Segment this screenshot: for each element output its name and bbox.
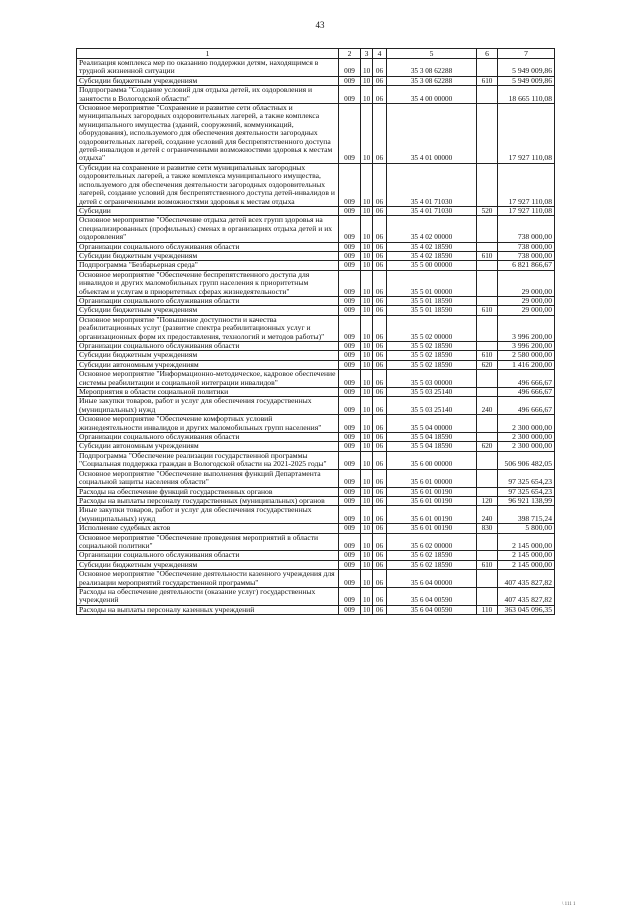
row-expense-type-cell [477, 216, 498, 242]
row-name-cell: Расходы на выплаты персоналу государственных (муниципальных) органов [77, 496, 339, 505]
row-name-cell: Основное мероприятие "Информационно-методическое, кадровое обеспечение системы реабилитации и социальной интеграции инвалидов" [77, 370, 339, 388]
row-name-cell: Иные закупки товаров, работ и услуг для обеспечения государственных (муниципальных) нужд [77, 397, 339, 415]
table-row [77, 216, 555, 242]
row-expense-type-cell [477, 86, 498, 104]
row-expense-type-cell [477, 487, 498, 496]
row-target-article-cell: 35 5 01 00000 [387, 270, 477, 296]
row-amount-cell: 97 325 654,23 [498, 487, 555, 496]
row-target-article-cell: 35 6 02 18590 [387, 551, 477, 560]
row-name-cell: Субсидии на сохранение и развитие сети муниципальных загородных оздоровительных лагерей, а также комплекса муниципального имущества, используемого для обеспечения деятельности загородных оздоровительных лагерей, создание условий для беспрепятственного доступа детей-инвалидов и детей с ограниченными возможностями здоровья к местам отдыха [77, 163, 339, 206]
row-amount-cell: 18 665 110,08 [498, 86, 555, 104]
page-number: 43 [315, 20, 325, 30]
row-subsection-cell: 06 [373, 533, 387, 551]
row-amount-cell: 2 300 000,00 [498, 442, 555, 451]
row-amount-cell: 738 000,00 [498, 251, 555, 260]
row-name-cell: Расходы на обеспечение деятельности (оказание услуг) государственных учреждений [77, 587, 339, 605]
row-expense-type-cell [477, 163, 498, 206]
table-row [77, 306, 555, 315]
row-amount-cell: 2 145 000,00 [498, 551, 555, 560]
row-amount-cell: 1 416 200,00 [498, 360, 555, 369]
row-target-article-cell: 35 6 01 00190 [387, 487, 477, 496]
budget-table [76, 48, 555, 615]
row-subsection-cell: 06 [373, 315, 387, 341]
row-grbs-cell: 009 [339, 469, 361, 487]
row-amount-cell: 738 000,00 [498, 216, 555, 242]
table-row [77, 524, 555, 533]
row-target-article-cell: 35 5 03 25140 [387, 388, 477, 397]
table-header-row [77, 49, 555, 59]
row-name-cell: Субсидии бюджетным учреждениям [77, 251, 339, 260]
row-subsection-cell: 06 [373, 306, 387, 315]
row-grbs-cell: 009 [339, 524, 361, 533]
table-row [77, 533, 555, 551]
row-amount-cell: 6 821 866,67 [498, 261, 555, 270]
row-subsection-cell: 06 [373, 76, 387, 85]
row-grbs-cell: 009 [339, 104, 361, 164]
row-target-article-cell: 35 6 00 00000 [387, 451, 477, 469]
row-target-article-cell: 35 3 08 62288 [387, 76, 477, 85]
row-subsection-cell: 06 [373, 242, 387, 251]
row-expense-type-cell [477, 370, 498, 388]
row-expense-type-cell [477, 587, 498, 605]
row-amount-cell: 2 300 000,00 [498, 433, 555, 442]
row-section-cell: 10 [361, 451, 373, 469]
row-target-article-cell: 35 6 01 00190 [387, 524, 477, 533]
row-name-cell: Субсидии бюджетным учреждениям [77, 306, 339, 315]
row-target-article-cell: 35 6 04 00590 [387, 587, 477, 605]
row-name-cell: Субсидии бюджетным учреждениям [77, 560, 339, 569]
row-target-article-cell: 35 5 04 00000 [387, 415, 477, 433]
row-subsection-cell: 06 [373, 570, 387, 588]
row-amount-cell: 97 325 654,23 [498, 469, 555, 487]
row-grbs-cell: 009 [339, 370, 361, 388]
row-name-cell: Организации социального обслуживания области [77, 551, 339, 560]
row-name-cell: Реализация комплекса мер по оказанию поддержки детям, находящимся в трудной жизненной ситуации [77, 59, 339, 77]
header-col-4: 4 [373, 49, 387, 59]
table-row [77, 59, 555, 77]
row-subsection-cell: 06 [373, 296, 387, 305]
header-col-7: 7 [498, 49, 555, 59]
row-grbs-cell: 009 [339, 433, 361, 442]
table-row [77, 370, 555, 388]
row-amount-cell: 3 996 200,00 [498, 342, 555, 351]
header-col-1: 1 [77, 49, 339, 59]
row-target-article-cell: 35 6 04 00000 [387, 570, 477, 588]
table-row [77, 163, 555, 206]
row-grbs-cell: 009 [339, 261, 361, 270]
table-row [77, 551, 555, 560]
row-section-cell: 10 [361, 342, 373, 351]
table-row [77, 415, 555, 433]
row-section-cell: 10 [361, 442, 373, 451]
row-subsection-cell: 06 [373, 370, 387, 388]
row-target-article-cell: 35 4 01 71030 [387, 206, 477, 215]
row-target-article-cell: 35 5 00 00000 [387, 261, 477, 270]
row-name-cell: Расходы на выплаты персоналу казенных учреждений [77, 605, 339, 614]
row-section-cell: 10 [361, 206, 373, 215]
row-expense-type-cell [477, 315, 498, 341]
row-target-article-cell: 35 6 04 00590 [387, 605, 477, 614]
row-grbs-cell: 009 [339, 506, 361, 524]
row-name-cell: Исполнение судебных актов [77, 524, 339, 533]
row-target-article-cell: 35 5 02 18590 [387, 360, 477, 369]
row-subsection-cell: 06 [373, 524, 387, 533]
row-amount-cell: 398 715,24 [498, 506, 555, 524]
row-target-article-cell: 35 5 02 18590 [387, 351, 477, 360]
header-col-2: 2 [339, 49, 361, 59]
row-target-article-cell: 35 4 02 00000 [387, 216, 477, 242]
row-expense-type-cell: 610 [477, 251, 498, 260]
row-subsection-cell: 06 [373, 487, 387, 496]
table-row [77, 487, 555, 496]
row-amount-cell: 5 949 009,86 [498, 59, 555, 77]
row-grbs-cell: 009 [339, 163, 361, 206]
row-target-article-cell: 35 4 02 18590 [387, 242, 477, 251]
header-col-6: 6 [477, 49, 498, 59]
row-subsection-cell: 06 [373, 506, 387, 524]
row-subsection-cell: 06 [373, 587, 387, 605]
row-target-article-cell: 35 5 01 18590 [387, 306, 477, 315]
row-subsection-cell: 06 [373, 251, 387, 260]
row-expense-type-cell: 610 [477, 306, 498, 315]
row-name-cell: Основное мероприятие "Обеспечение выполнения функций Департамента социальной защиты населения области" [77, 469, 339, 487]
row-grbs-cell: 009 [339, 86, 361, 104]
row-section-cell: 10 [361, 104, 373, 164]
row-subsection-cell: 06 [373, 342, 387, 351]
row-amount-cell: 29 000,00 [498, 306, 555, 315]
row-name-cell: Иные закупки товаров, работ и услуг для обеспечения государственных (муниципальных) нужд [77, 506, 339, 524]
table-row [77, 469, 555, 487]
row-target-article-cell: 35 6 02 00000 [387, 533, 477, 551]
row-amount-cell: 2 145 000,00 [498, 560, 555, 569]
row-grbs-cell: 009 [339, 251, 361, 260]
row-subsection-cell: 06 [373, 261, 387, 270]
row-expense-type-cell [477, 533, 498, 551]
row-amount-cell: 3 996 200,00 [498, 315, 555, 341]
row-section-cell: 10 [361, 296, 373, 305]
row-grbs-cell: 009 [339, 206, 361, 215]
header-col-3: 3 [361, 49, 373, 59]
table-row [77, 442, 555, 451]
row-subsection-cell: 06 [373, 451, 387, 469]
row-amount-cell: 496 666,67 [498, 388, 555, 397]
row-amount-cell: 17 927 110,08 [498, 104, 555, 164]
row-target-article-cell: 35 6 01 00190 [387, 506, 477, 524]
row-target-article-cell: 35 4 00 00000 [387, 86, 477, 104]
row-amount-cell: 2 300 000,00 [498, 415, 555, 433]
row-section-cell: 10 [361, 86, 373, 104]
row-amount-cell: 29 000,00 [498, 270, 555, 296]
row-grbs-cell: 009 [339, 76, 361, 85]
row-grbs-cell: 009 [339, 551, 361, 560]
row-amount-cell: 496 666,67 [498, 370, 555, 388]
row-expense-type-cell [477, 415, 498, 433]
row-section-cell: 10 [361, 59, 373, 77]
row-amount-cell: 29 000,00 [498, 296, 555, 305]
row-section-cell: 10 [361, 415, 373, 433]
row-amount-cell: 506 906 482,05 [498, 451, 555, 469]
row-name-cell: Организации социального обслуживания области [77, 433, 339, 442]
table-body [77, 59, 555, 615]
row-target-article-cell: 35 4 01 71030 [387, 163, 477, 206]
row-grbs-cell: 009 [339, 442, 361, 451]
row-amount-cell: 738 000,00 [498, 242, 555, 251]
row-name-cell: Субсидии автономным учреждениям [77, 442, 339, 451]
row-target-article-cell: 35 5 04 18590 [387, 442, 477, 451]
row-subsection-cell: 06 [373, 216, 387, 242]
row-name-cell: Основное мероприятие "Обеспечение беспрепятственного доступа для инвалидов и других маломобильных групп населения к приоритетным объектам и услугам в приоритетных сферах жизнедеятельности" [77, 270, 339, 296]
row-name-cell: Основное мероприятие "Обеспечение проведения мероприятий в области социальной политики" [77, 533, 339, 551]
row-subsection-cell: 06 [373, 163, 387, 206]
row-subsection-cell: 06 [373, 86, 387, 104]
row-section-cell: 10 [361, 551, 373, 560]
row-expense-type-cell [477, 59, 498, 77]
table-row [77, 605, 555, 614]
row-name-cell: Субсидии [77, 206, 339, 215]
row-name-cell: Субсидии бюджетным учреждениям [77, 351, 339, 360]
table-row [77, 587, 555, 605]
row-target-article-cell: 35 4 01 00000 [387, 104, 477, 164]
row-section-cell: 10 [361, 360, 373, 369]
row-expense-type-cell [477, 433, 498, 442]
row-expense-type-cell: 120 [477, 496, 498, 505]
row-target-article-cell: 35 4 02 18590 [387, 251, 477, 260]
row-target-article-cell: 35 6 01 00000 [387, 469, 477, 487]
row-section-cell: 10 [361, 370, 373, 388]
row-amount-cell: 17 927 110,08 [498, 206, 555, 215]
row-expense-type-cell [477, 570, 498, 588]
row-expense-type-cell: 240 [477, 397, 498, 415]
row-grbs-cell: 009 [339, 342, 361, 351]
row-expense-type-cell [477, 242, 498, 251]
row-subsection-cell: 06 [373, 397, 387, 415]
row-name-cell: Мероприятия в области социальной политики [77, 388, 339, 397]
row-name-cell: Организации социального обслуживания области [77, 242, 339, 251]
row-expense-type-cell: 520 [477, 206, 498, 215]
row-grbs-cell: 009 [339, 487, 361, 496]
row-section-cell: 10 [361, 76, 373, 85]
row-name-cell: Подпрограмма "Создание условий для отдыха детей, их оздоровления и занятости в Вологодской области" [77, 86, 339, 104]
row-section-cell: 10 [361, 270, 373, 296]
footer-mark: \ 111 1 [562, 902, 576, 907]
row-subsection-cell: 06 [373, 469, 387, 487]
row-name-cell: Основное мероприятие "Обеспечение отдыха детей всех групп здоровья на специализированных (профильных) сменах в организациях отдыха детей и их оздоровления" [77, 216, 339, 242]
row-section-cell: 10 [361, 251, 373, 260]
row-expense-type-cell: 620 [477, 360, 498, 369]
row-expense-type-cell [477, 388, 498, 397]
table-row [77, 261, 555, 270]
row-grbs-cell: 009 [339, 496, 361, 505]
row-section-cell: 10 [361, 388, 373, 397]
row-expense-type-cell [477, 551, 498, 560]
row-target-article-cell: 35 5 02 00000 [387, 315, 477, 341]
row-section-cell: 10 [361, 570, 373, 588]
table-row [77, 570, 555, 588]
row-grbs-cell: 009 [339, 570, 361, 588]
row-amount-cell: 2 145 000,00 [498, 533, 555, 551]
row-amount-cell: 407 435 827,82 [498, 570, 555, 588]
row-expense-type-cell: 240 [477, 506, 498, 524]
row-expense-type-cell [477, 104, 498, 164]
row-section-cell: 10 [361, 351, 373, 360]
row-expense-type-cell: 610 [477, 560, 498, 569]
row-section-cell: 10 [361, 306, 373, 315]
row-subsection-cell: 06 [373, 551, 387, 560]
row-expense-type-cell: 830 [477, 524, 498, 533]
row-subsection-cell: 06 [373, 270, 387, 296]
row-grbs-cell: 009 [339, 351, 361, 360]
row-section-cell: 10 [361, 487, 373, 496]
row-expense-type-cell [477, 296, 498, 305]
row-subsection-cell: 06 [373, 496, 387, 505]
row-target-article-cell: 35 6 02 18590 [387, 560, 477, 569]
row-grbs-cell: 009 [339, 242, 361, 251]
row-target-article-cell: 35 5 02 18590 [387, 342, 477, 351]
row-name-cell: Субсидии автономным учреждениям [77, 360, 339, 369]
row-name-cell: Основное мероприятие "Сохранение и развитие сети областных и муниципальных загородных оздоровительных лагерей, а также комплекса муниципального имущества (зданий, сооружений, коммуникаций, оборудования), используемого для обеспечения деятельности загородных оздоровительных лагерей, создание условий для беспрепятственного доступа детей-инвалидов и детей с ограниченными возможностями здоровья к местам отдыха" [77, 104, 339, 164]
row-target-article-cell: 35 5 03 00000 [387, 370, 477, 388]
row-grbs-cell: 009 [339, 306, 361, 315]
row-subsection-cell: 06 [373, 104, 387, 164]
row-name-cell: Организации социального обслуживания области [77, 296, 339, 305]
row-target-article-cell: 35 5 03 25140 [387, 397, 477, 415]
row-name-cell: Основное мероприятие "Обеспечение комфортных условий жизнедеятельности инвалидов и других маломобильных групп населения" [77, 415, 339, 433]
row-subsection-cell: 06 [373, 206, 387, 215]
row-name-cell: Субсидии бюджетным учреждениям [77, 76, 339, 85]
row-amount-cell: 17 927 110,08 [498, 163, 555, 206]
row-section-cell: 10 [361, 506, 373, 524]
row-grbs-cell: 009 [339, 388, 361, 397]
row-subsection-cell: 06 [373, 360, 387, 369]
row-amount-cell: 407 435 827,82 [498, 587, 555, 605]
row-expense-type-cell: 620 [477, 442, 498, 451]
row-name-cell: Подпрограмма "Обеспечение реализации государственной программы "Социальная поддержка граждан в Вологодской области на 2021-2025 годы" [77, 451, 339, 469]
row-amount-cell: 363 045 096,35 [498, 605, 555, 614]
row-grbs-cell: 009 [339, 270, 361, 296]
row-grbs-cell: 009 [339, 397, 361, 415]
row-grbs-cell: 009 [339, 415, 361, 433]
row-subsection-cell: 06 [373, 442, 387, 451]
row-name-cell: Основное мероприятие "Повышение доступности и качества реабилитационных услуг (развитие спектра реабилитационных услуг и организационных форм их предоставления, технологий и методов работы)" [77, 315, 339, 341]
row-expense-type-cell: 610 [477, 76, 498, 85]
row-expense-type-cell [477, 451, 498, 469]
row-grbs-cell: 009 [339, 533, 361, 551]
row-section-cell: 10 [361, 560, 373, 569]
row-section-cell: 10 [361, 433, 373, 442]
row-section-cell: 10 [361, 605, 373, 614]
row-subsection-cell: 06 [373, 351, 387, 360]
row-section-cell: 10 [361, 587, 373, 605]
row-amount-cell: 5 949 009,86 [498, 76, 555, 85]
row-grbs-cell: 009 [339, 216, 361, 242]
row-name-cell: Подпрограмма "Безбарьерная среда" [77, 261, 339, 270]
row-amount-cell: 5 800,00 [498, 524, 555, 533]
row-target-article-cell: 35 5 01 18590 [387, 296, 477, 305]
row-expense-type-cell [477, 261, 498, 270]
row-expense-type-cell [477, 270, 498, 296]
table-row [77, 506, 555, 524]
row-grbs-cell: 009 [339, 296, 361, 305]
table-row [77, 270, 555, 296]
row-section-cell: 10 [361, 242, 373, 251]
row-expense-type-cell [477, 469, 498, 487]
table-row [77, 86, 555, 104]
row-section-cell: 10 [361, 163, 373, 206]
row-grbs-cell: 009 [339, 360, 361, 369]
row-name-cell: Расходы на обеспечение функций государственных органов [77, 487, 339, 496]
row-expense-type-cell [477, 342, 498, 351]
row-subsection-cell: 06 [373, 605, 387, 614]
row-subsection-cell: 06 [373, 433, 387, 442]
row-target-article-cell: 35 5 04 18590 [387, 433, 477, 442]
row-section-cell: 10 [361, 533, 373, 551]
row-grbs-cell: 009 [339, 587, 361, 605]
row-section-cell: 10 [361, 261, 373, 270]
row-expense-type-cell: 110 [477, 605, 498, 614]
header-col-5: 5 [387, 49, 477, 59]
row-grbs-cell: 009 [339, 451, 361, 469]
row-amount-cell: 2 580 000,00 [498, 351, 555, 360]
row-section-cell: 10 [361, 397, 373, 415]
row-grbs-cell: 009 [339, 560, 361, 569]
table-row [77, 351, 555, 360]
row-target-article-cell: 35 6 01 00190 [387, 496, 477, 505]
table-row [77, 315, 555, 341]
row-expense-type-cell: 610 [477, 351, 498, 360]
row-grbs-cell: 009 [339, 315, 361, 341]
row-name-cell: Основное мероприятие "Обеспечение деятельности казенного учреждения для реализации мероприятий государственной программы" [77, 570, 339, 588]
row-target-article-cell: 35 3 08 62288 [387, 59, 477, 77]
table-row [77, 397, 555, 415]
row-amount-cell: 96 921 138,99 [498, 496, 555, 505]
row-grbs-cell: 009 [339, 605, 361, 614]
row-subsection-cell: 06 [373, 59, 387, 77]
table-row [77, 104, 555, 164]
row-subsection-cell: 06 [373, 415, 387, 433]
row-section-cell: 10 [361, 469, 373, 487]
row-amount-cell: 496 666,67 [498, 397, 555, 415]
row-section-cell: 10 [361, 315, 373, 341]
row-section-cell: 10 [361, 524, 373, 533]
row-subsection-cell: 06 [373, 560, 387, 569]
row-section-cell: 10 [361, 496, 373, 505]
table-row [77, 451, 555, 469]
row-name-cell: Организации социального обслуживания области [77, 342, 339, 351]
row-grbs-cell: 009 [339, 59, 361, 77]
row-section-cell: 10 [361, 216, 373, 242]
row-subsection-cell: 06 [373, 388, 387, 397]
